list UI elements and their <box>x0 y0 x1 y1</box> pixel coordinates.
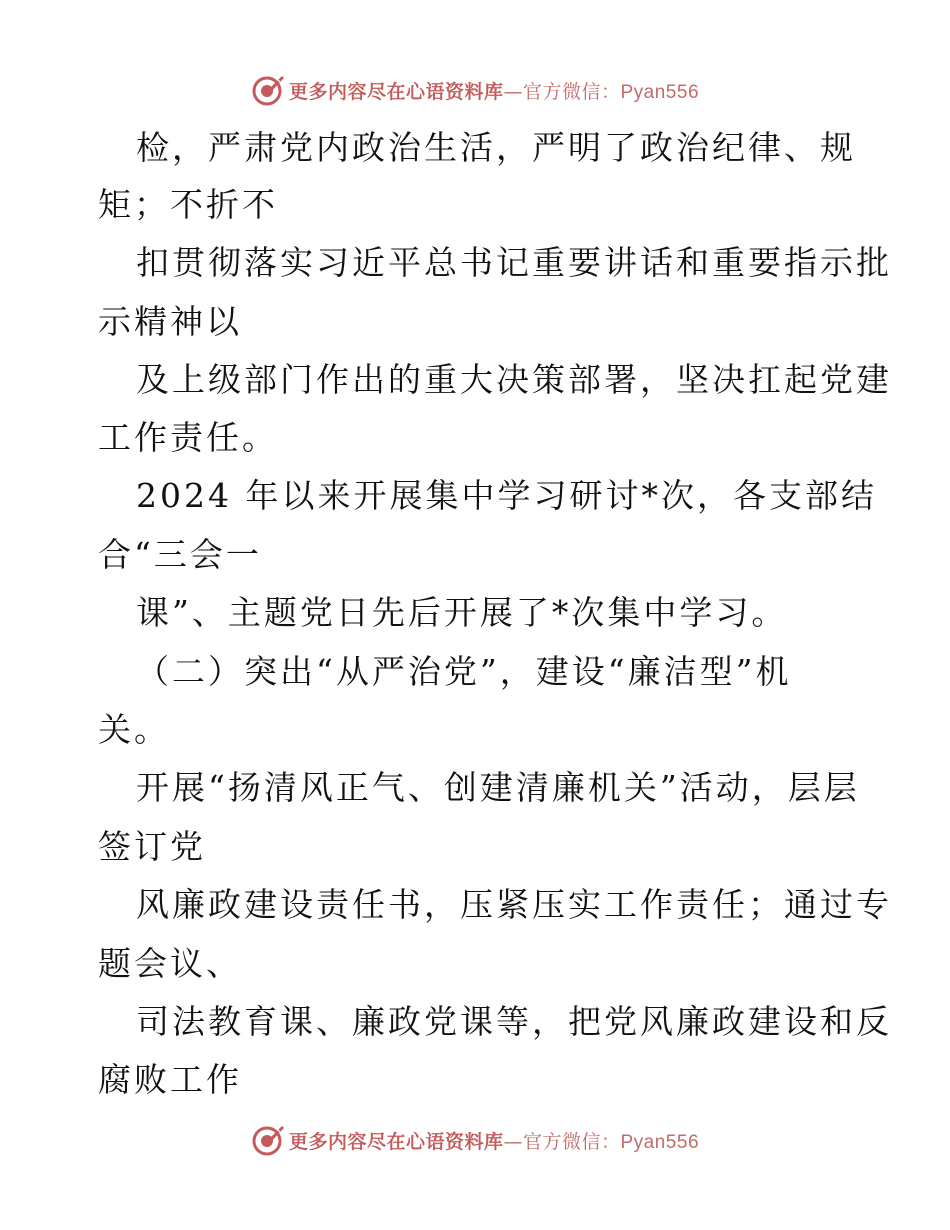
watermark-label: 官方微信： <box>522 1130 621 1153</box>
watermark-main-text: 更多内容尽在心语资料库 <box>288 1130 504 1153</box>
body-line: 工作责任。 <box>98 418 278 457</box>
body-line: 矩；不折不 <box>98 185 278 224</box>
watermark-separator: — <box>503 1130 523 1153</box>
quill-logo-icon <box>251 73 285 107</box>
body-line: 关。 <box>98 710 170 749</box>
watermark-main-text: 更多内容尽在心语资料库 <box>288 80 504 103</box>
body-line: 司法教育课、廉政党课等，把党风廉政建设和反 <box>136 1002 892 1041</box>
body-line: 签订党 <box>98 827 206 866</box>
body-line: 风廉政建设责任书，压紧压实工作责任；通过专 <box>136 885 892 924</box>
section-heading: （二）突出“从严治党”，建设“廉洁型”机 <box>136 652 792 691</box>
watermark-handle: Pyan556 <box>620 81 700 103</box>
body-line: 合“三会一 <box>98 535 262 574</box>
body-line: 2024 年以来开展集中学习研讨*次，各支部结 <box>136 476 877 515</box>
footer-watermark <box>0 1118 950 1162</box>
quill-logo-icon <box>251 1123 285 1157</box>
header-watermark <box>0 68 950 112</box>
body-line: 示精神以 <box>98 302 242 341</box>
body-line: 开展“扬清风正气、创建清廉机关”活动，层层 <box>136 768 860 807</box>
watermark-separator: — <box>503 80 523 103</box>
body-line: 腐败工作 <box>98 1060 242 1099</box>
body-line: 扣贯彻落实习近平总书记重要讲话和重要指示批 <box>136 243 892 282</box>
body-line: 检，严肃党内政治生活，严明了政治纪律、规 <box>136 128 856 167</box>
body-line: 题会议、 <box>98 944 242 983</box>
watermark-handle: Pyan556 <box>620 1131 700 1153</box>
body-line: 课”、主题党日先后开展了*次集中学习。 <box>136 593 788 632</box>
body-line: 及上级部门作出的重大决策部署，坚决扛起党建 <box>136 360 892 399</box>
watermark-label: 官方微信： <box>522 80 621 103</box>
